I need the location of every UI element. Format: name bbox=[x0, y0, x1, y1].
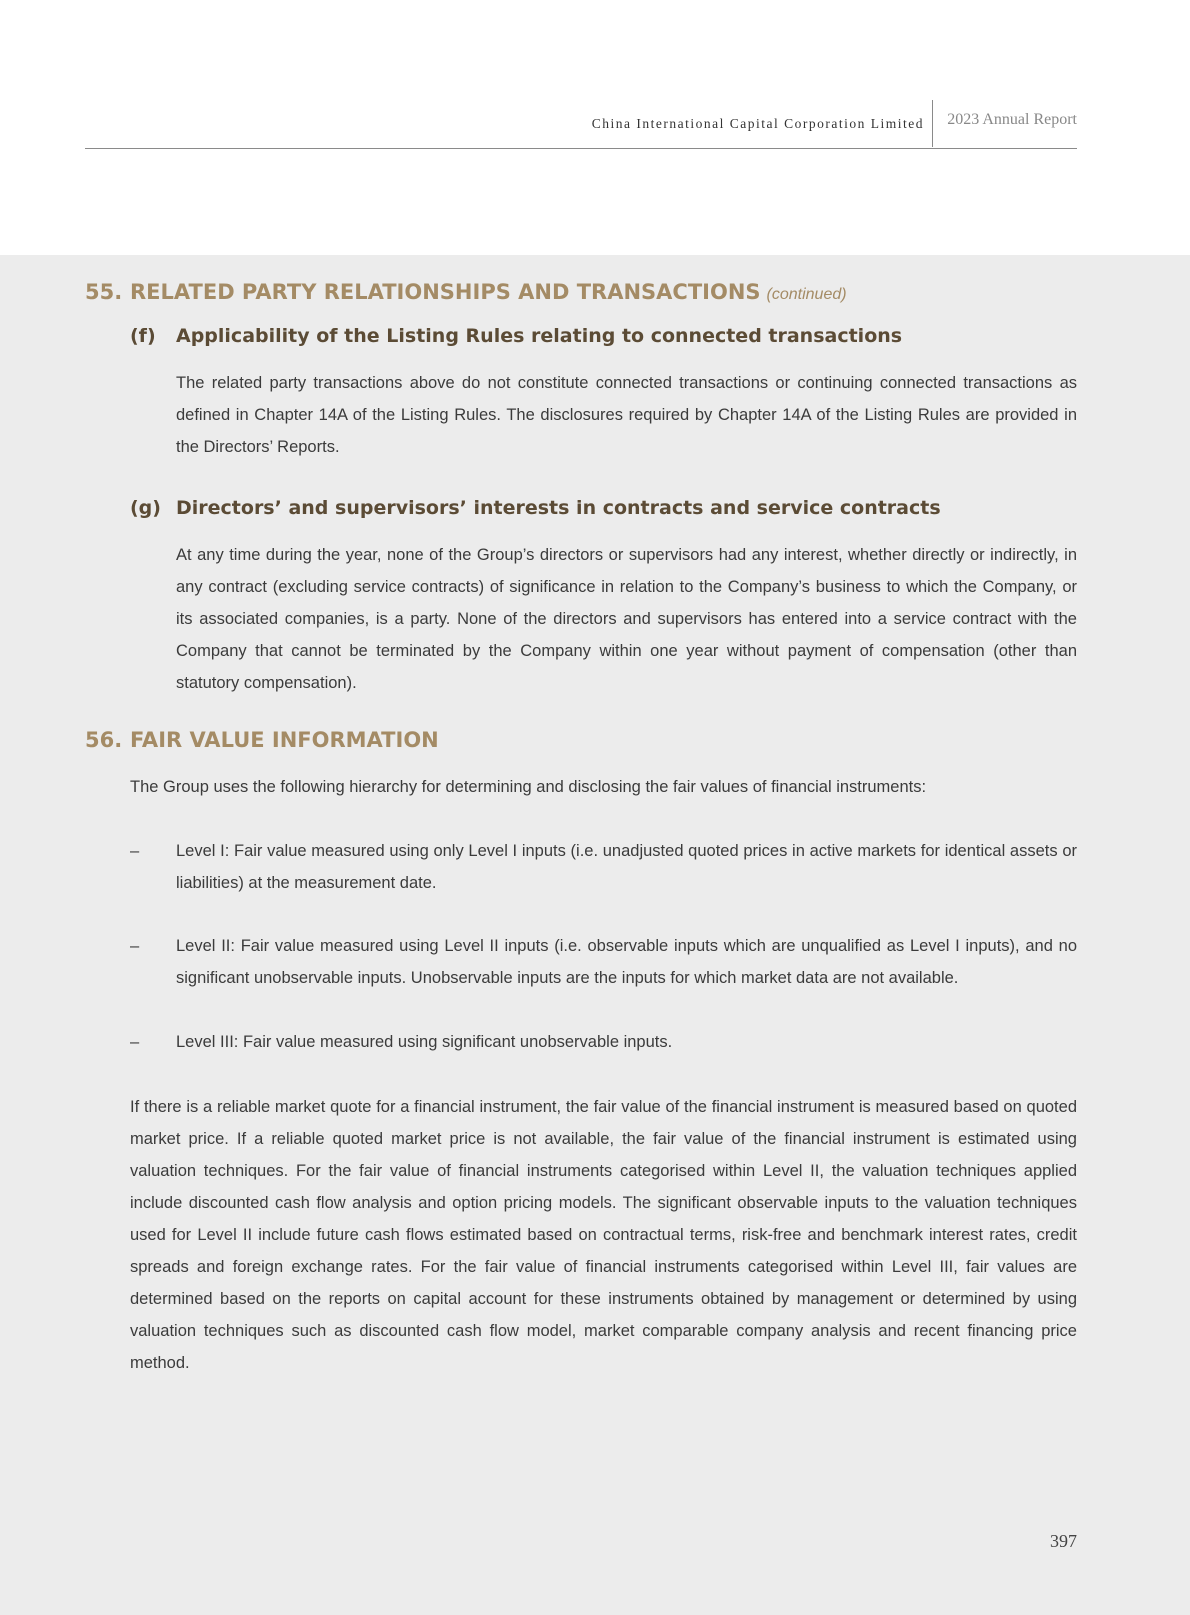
section-number: 55. bbox=[85, 280, 123, 304]
fair-value-closing: If there is a reliable market quote for a financial instrument, the fair value of the financial instrument is measured based on quoted market price. If a reliable quoted market price is not available, the fair value of the financial instrument is estimated using valuation techniques. For the fair value of financial instruments categorised within Level II, the valuation techniques applied include discounted cash flow analysis and option pricing models. The significant observable inputs to the valuation techniques used for Level II include future cash flows estimated based on contractual terms, risk-free and benchmark interest rates, credit spreads and foreign exchange rates. For the fair value of financial instruments categorised within Level III, fair values are determined based on the reports on capital account for these instruments obtained by management or determined by using valuation techniques such as discounted cash flow model, market comparable company analysis and recent financing price method. bbox=[130, 1098, 1077, 1372]
page-header bbox=[85, 100, 1077, 149]
bullet-text: Level I: Fair value measured using only Level I inputs (i.e. unadjusted quoted prices in active markets for identical assets or liabilities) at the measurement date. bbox=[176, 842, 1077, 892]
section-title: FAIR VALUE INFORMATION bbox=[130, 728, 439, 752]
subsection-label: (g) bbox=[130, 497, 161, 519]
subsection-f-heading bbox=[130, 325, 902, 347]
section-number: 56. bbox=[85, 728, 123, 752]
bullet-text: Level II: Fair value measured using Level II inputs (i.e. observable inputs which are unqualified as Level I inputs), and no significant unobservable inputs. Unobservable inputs are the inputs for which market data are not available. bbox=[176, 937, 1077, 987]
list-item bbox=[130, 930, 1077, 994]
subsection-title: Directors’ and supervisors’ interests in contracts and service contracts bbox=[176, 497, 941, 519]
subsection-f-text: The related party transactions above do not constitute connected transactions or continuing connected transactions as defined in Chapter 14A of the Listing Rules. The disclosures required by Chapter 14A of the Listing Rules are provided in the Directors’ Reports. bbox=[176, 374, 1077, 456]
list-item bbox=[130, 1026, 1077, 1058]
company-name: China International Capital Corporation Limited bbox=[591, 116, 924, 131]
list-item bbox=[130, 835, 1077, 899]
report-title: 2023 Annual Report bbox=[947, 111, 1077, 128]
page-content bbox=[0, 255, 1190, 1615]
section-title: RELATED PARTY RELATIONSHIPS AND TRANSACTIONS bbox=[130, 280, 761, 304]
section-56-heading bbox=[85, 728, 439, 752]
page-number: 397 bbox=[1050, 1531, 1077, 1551]
subsection-g-text: At any time during the year, none of the Group’s directors or supervisors had any interest, whether directly or indirectly, in any contract (excluding service contracts) of significance in relation to the Company’s business to which the Company, or its associated companies, is a party. None of the directors and supervisors has entered into a service contract with the Company that cannot be terminated by the Company within one year without payment of compensation (other than statutory compensation). bbox=[176, 546, 1077, 692]
fair-value-intro: The Group uses the following hierarchy for determining and disclosing the fair values of financial instruments: bbox=[130, 778, 927, 796]
subsection-g-heading bbox=[130, 497, 941, 519]
subsection-title: Applicability of the Listing Rules relating to connected transactions bbox=[176, 325, 903, 347]
bullet-text: Level III: Fair value measured using significant unobservable inputs. bbox=[176, 1033, 673, 1051]
bullet-dash: – bbox=[130, 937, 140, 955]
bullet-dash: – bbox=[130, 842, 140, 860]
bullet-dash: – bbox=[130, 1033, 140, 1051]
continued-label: (continued) bbox=[766, 286, 847, 303]
section-55-heading bbox=[85, 280, 847, 304]
subsection-label: (f) bbox=[130, 325, 156, 347]
header-divider bbox=[932, 100, 933, 147]
